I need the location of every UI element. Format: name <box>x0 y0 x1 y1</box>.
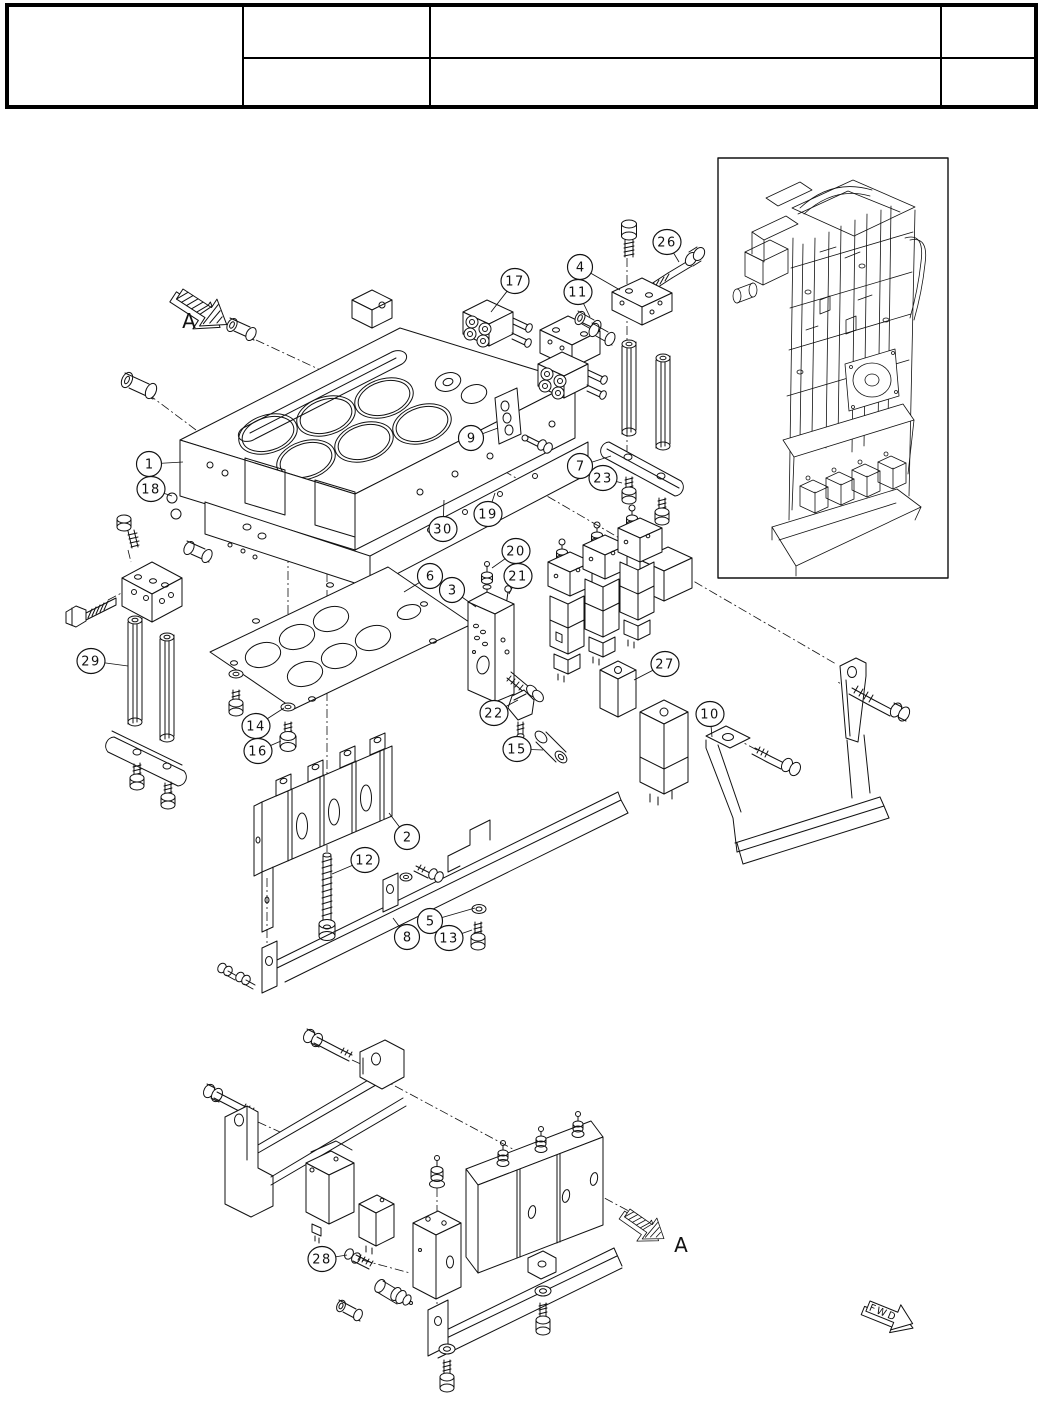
callout-number-18: 18 <box>141 482 161 498</box>
mounting-blocks-27 <box>600 661 688 805</box>
callout-number-26: 26 <box>657 235 677 251</box>
valve-cluster-upper <box>463 300 534 348</box>
callout-number-30: 30 <box>433 522 453 538</box>
callout-number-23: 23 <box>593 471 613 487</box>
long-screw-12 <box>319 853 335 941</box>
callout-number-15: 15 <box>507 742 527 758</box>
callout-number-2: 2 <box>402 830 412 846</box>
left-fastener-parts <box>66 317 258 809</box>
callout-number-20: 20 <box>506 544 526 560</box>
overview-inset <box>718 158 948 578</box>
callout-number-29: 29 <box>81 654 101 670</box>
callout-number-9: 9 <box>466 431 476 447</box>
main-manifold-block <box>167 290 600 588</box>
callout-number-7: 7 <box>575 459 585 475</box>
callout-number-6: 6 <box>425 569 435 585</box>
callout-number-13: 13 <box>439 931 459 947</box>
fwd-arrow-group <box>859 1292 919 1340</box>
callout-number-12: 12 <box>355 853 375 869</box>
callout-number-1: 1 <box>144 457 154 473</box>
bottom-assembly <box>201 1027 461 1322</box>
callout-number-11: 11 <box>568 285 588 301</box>
view-label-bottom: A <box>674 1233 688 1257</box>
callout-number-14: 14 <box>246 719 266 735</box>
fwd-arrow-label: FWD <box>867 1302 899 1324</box>
callout-number-4: 4 <box>575 260 585 276</box>
u-bracket <box>706 658 912 864</box>
view-arrow-top-group <box>164 278 235 343</box>
callout-number-28: 28 <box>312 1252 332 1268</box>
view-label-top: A <box>182 309 196 333</box>
callout-number-5: 5 <box>425 914 435 930</box>
callout-number-27: 27 <box>655 657 675 673</box>
view-arrow-bottom-icon <box>620 1202 671 1249</box>
callout-number-16: 16 <box>248 744 268 760</box>
callout-number-10: 10 <box>700 707 720 723</box>
callout-number-17: 17 <box>505 274 525 290</box>
callout-number-21: 21 <box>508 569 528 585</box>
callout-number-3: 3 <box>447 583 457 599</box>
callout-number-22: 22 <box>484 706 504 722</box>
callout-number-19: 19 <box>478 507 498 523</box>
callout-number-8: 8 <box>402 930 412 946</box>
